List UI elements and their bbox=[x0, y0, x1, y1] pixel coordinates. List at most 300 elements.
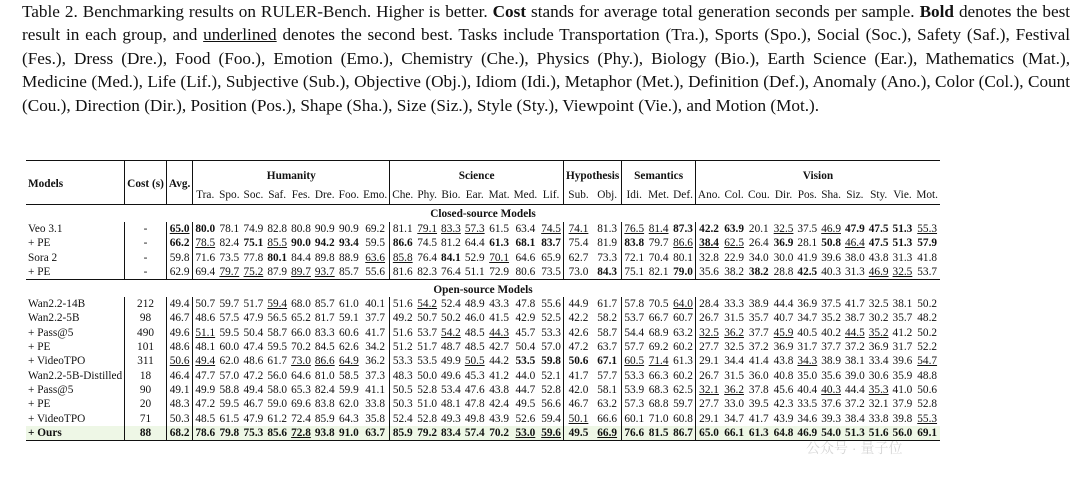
row-value: 44.4 bbox=[844, 383, 865, 396]
row-value: 52.5 bbox=[541, 312, 561, 325]
row-value: 32.8 bbox=[695, 251, 722, 265]
caption-label: Table 2. bbox=[22, 2, 78, 21]
row-value: 85.6 bbox=[267, 426, 288, 439]
row-value: 57.3 bbox=[464, 223, 485, 235]
row-value: 49.5 bbox=[563, 426, 593, 441]
row-value: 75.1 bbox=[622, 265, 646, 280]
row-value: 26.7 bbox=[695, 369, 722, 383]
row-value: 44.2 bbox=[489, 355, 510, 368]
row-model-name: Wan2.2-5B bbox=[28, 312, 80, 325]
row-value: 66.7 bbox=[648, 312, 669, 325]
row-value: 48.6 bbox=[193, 311, 217, 325]
row-value: 69.6 bbox=[291, 398, 311, 411]
row-value: 56.6 bbox=[541, 398, 561, 411]
row-value: 83.4 bbox=[441, 426, 461, 439]
row-value: 50.5 bbox=[390, 383, 416, 397]
row-value: 38.0 bbox=[844, 251, 865, 264]
row-value: 91.0 bbox=[337, 426, 361, 441]
row-model-name: Wan2.2-14B bbox=[28, 298, 86, 311]
watermark: 公众号 · 量子位 bbox=[806, 440, 903, 456]
row-avg: 50.6 bbox=[166, 354, 192, 368]
section-header-row bbox=[26, 280, 940, 298]
row-value: 46.4 bbox=[844, 237, 865, 250]
header-models: Models bbox=[26, 161, 125, 205]
row-value: 30.6 bbox=[868, 369, 889, 382]
row-value: 26.4 bbox=[748, 237, 769, 250]
row-value: 27.7 bbox=[695, 340, 722, 354]
row-value: 54.4 bbox=[622, 326, 646, 340]
row-value: 81.7 bbox=[314, 312, 335, 325]
row-value: 59.9 bbox=[338, 383, 359, 396]
row-value: 58.5 bbox=[338, 369, 359, 382]
row-value: 61.0 bbox=[338, 298, 359, 311]
row-value: 78.1 bbox=[219, 223, 240, 235]
row-value: 57.7 bbox=[597, 369, 618, 382]
row-value: 42.9 bbox=[515, 312, 536, 325]
column-header: Sub. bbox=[563, 187, 593, 205]
row-value: 62.7 bbox=[563, 251, 593, 265]
row-value: 83.3 bbox=[314, 326, 335, 339]
row-value: 48.7 bbox=[441, 341, 461, 354]
row-value: 59.7 bbox=[673, 398, 693, 411]
row-avg: 65.0 bbox=[166, 222, 192, 236]
row-value: 40.8 bbox=[773, 369, 794, 382]
row-value: 51.3 bbox=[844, 426, 865, 439]
row-value: 47.5 bbox=[868, 223, 889, 235]
table-row bbox=[26, 340, 940, 354]
row-value: 41.2 bbox=[489, 369, 510, 382]
row-value: 81.5 bbox=[646, 426, 671, 441]
row-value: 31.7 bbox=[797, 341, 818, 354]
row-value: 33.0 bbox=[724, 398, 744, 411]
row-avg: 66.2 bbox=[166, 236, 192, 250]
row-value: 48.5 bbox=[193, 412, 217, 426]
row-value: 79.1 bbox=[417, 223, 438, 235]
row-value: 50.4 bbox=[515, 341, 536, 354]
row-value: 50.6 bbox=[917, 383, 938, 396]
row-value: 84.1 bbox=[441, 251, 461, 264]
row-value: 51.0 bbox=[417, 398, 438, 411]
header-cost: Cost (s) bbox=[125, 161, 167, 205]
row-value: 51.1 bbox=[193, 326, 217, 340]
row-value: 41.7 bbox=[844, 298, 865, 311]
row-value: 59.8 bbox=[541, 355, 561, 368]
row-value: 35.6 bbox=[821, 369, 841, 382]
row-value: 60.8 bbox=[673, 412, 693, 425]
column-header: Dir. bbox=[772, 187, 796, 205]
row-value: 26.7 bbox=[695, 311, 722, 325]
row-value: 36.9 bbox=[797, 298, 818, 311]
caption-text-4: denotes the second best. Tasks include Transportation (Tra.), Sports (Spo.), Social (Soc.), Safety (Saf.), Festival (Fes.), Dress (Dre.), Food (Foo.), Emotion (Emo.), Chemistry (Che.), Physics (Phy.), Biology (Bio.), Earth Science (Ear.), Mathematics (Mat.), Medicine (Med.), Life (Lif.), Subjective (Sub.), Objective (Obj.), Idiom (Idi.), Metaphor (Met.), Definition (Def.), Anomaly (Ano.), Color (Col.), Count (Cou.), Direction (Dir.), Position (Pos.), Shape (Sha.), Size (Siz.), Style (Sty.), Viewpoint (Vie.), and Motion (Mot.). bbox=[22, 25, 1071, 115]
row-value: 34.6 bbox=[797, 412, 818, 425]
row-value: 47.6 bbox=[464, 383, 485, 396]
row-value: 45.3 bbox=[464, 369, 485, 382]
row-value: 47.7 bbox=[193, 369, 217, 383]
row-value: 47.8 bbox=[515, 298, 536, 311]
row-value: 31.7 bbox=[892, 341, 913, 354]
row-value: 33.8 bbox=[365, 398, 386, 411]
row-model-name: + Pass@5 bbox=[28, 326, 74, 339]
row-value: 74.5 bbox=[417, 237, 438, 250]
row-value: 56.5 bbox=[267, 312, 288, 325]
row-value: 60.1 bbox=[622, 412, 646, 426]
row-value: 48.1 bbox=[441, 398, 461, 411]
row-value: 61.7 bbox=[597, 298, 618, 311]
row-value: 46.7 bbox=[563, 397, 593, 411]
row-value: 49.4 bbox=[193, 354, 217, 368]
column-header: Vie. bbox=[891, 187, 915, 205]
row-value: 55.3 bbox=[917, 223, 938, 235]
row-avg: 46.7 bbox=[166, 311, 192, 325]
row-value: 48.8 bbox=[917, 369, 938, 382]
row-value: 66.1 bbox=[724, 426, 744, 439]
row-value: 80.6 bbox=[515, 265, 536, 278]
row-value: 71.0 bbox=[648, 412, 669, 425]
row-value: 74.1 bbox=[563, 222, 593, 236]
row-value: 49.3 bbox=[441, 412, 461, 425]
row-value: 55.6 bbox=[541, 298, 561, 311]
header-avg: Avg. bbox=[166, 161, 192, 205]
row-value: 70.2 bbox=[487, 426, 512, 441]
row-value: 62.0 bbox=[338, 398, 359, 411]
row-value: 49.6 bbox=[441, 369, 461, 382]
row-value: 59.5 bbox=[219, 398, 240, 411]
table-row bbox=[26, 326, 940, 340]
row-value: 48.6 bbox=[243, 355, 264, 368]
row-value: 75.4 bbox=[563, 236, 593, 250]
row-value: 86.7 bbox=[671, 426, 695, 441]
row-value: 35.3 bbox=[868, 383, 889, 396]
row-value: 51.6 bbox=[390, 297, 416, 311]
row-value: 81.0 bbox=[314, 369, 335, 382]
caption-text-2: stands for average total generation seconds per sample. bbox=[531, 2, 915, 21]
column-header: Che. bbox=[390, 187, 416, 205]
row-value: 40.3 bbox=[821, 265, 841, 278]
row-value: 31.5 bbox=[724, 312, 744, 325]
row-value: 72.1 bbox=[622, 251, 646, 265]
row-value: 44.7 bbox=[515, 383, 536, 396]
row-value: 47.2 bbox=[563, 340, 593, 354]
row-value: 85.8 bbox=[390, 251, 416, 265]
row-value: 64.0 bbox=[673, 298, 693, 311]
row-value: 79.7 bbox=[648, 237, 669, 250]
row-value: 33.4 bbox=[868, 355, 889, 368]
row-value: 79.8 bbox=[217, 426, 241, 441]
row-value: 57.8 bbox=[622, 297, 646, 311]
row-value: 42.3 bbox=[773, 398, 794, 411]
column-header: Med. bbox=[512, 187, 540, 205]
row-cost: 212 bbox=[125, 297, 167, 311]
row-value: 59.5 bbox=[365, 237, 386, 250]
row-value: 29.1 bbox=[695, 412, 722, 426]
row-value: 58.7 bbox=[597, 326, 618, 339]
row-value: 80.1 bbox=[673, 251, 693, 264]
row-value: 64.8 bbox=[773, 426, 794, 439]
row-value: 47.9 bbox=[243, 412, 264, 425]
column-header: Soc. bbox=[242, 187, 266, 205]
row-value: 66.6 bbox=[597, 412, 618, 425]
row-value: 53.3 bbox=[541, 326, 561, 339]
row-value: 70.4 bbox=[648, 251, 669, 264]
row-value: 37.3 bbox=[365, 369, 386, 382]
row-value: 51.3 bbox=[892, 237, 913, 250]
results-table bbox=[26, 160, 940, 441]
row-value: 79.0 bbox=[673, 265, 693, 278]
row-value: 39.5 bbox=[748, 398, 769, 411]
row-avg: 49.6 bbox=[166, 326, 192, 340]
row-value: 37.8 bbox=[748, 383, 769, 396]
row-value: 50.4 bbox=[243, 326, 264, 339]
row-value: 57.9 bbox=[917, 237, 938, 250]
row-value: 57.5 bbox=[219, 312, 240, 325]
section-header-row bbox=[26, 205, 940, 223]
row-value: 59.5 bbox=[267, 341, 288, 354]
row-value: 87.3 bbox=[673, 223, 693, 235]
group-header-humanity: Humanity bbox=[193, 161, 390, 188]
row-value: 66.9 bbox=[593, 426, 622, 441]
row-value: 46.0 bbox=[464, 312, 485, 325]
row-value: 85.7 bbox=[314, 298, 335, 311]
row-value: 42.4 bbox=[489, 398, 510, 411]
row-avg: 50.3 bbox=[166, 412, 192, 426]
row-value: 37.5 bbox=[797, 223, 818, 235]
row-value: 48.5 bbox=[464, 326, 485, 339]
row-value: 71.6 bbox=[193, 251, 217, 265]
row-value: 69.2 bbox=[365, 223, 386, 235]
row-value: 83.3 bbox=[441, 223, 461, 235]
row-value: 52.4 bbox=[390, 412, 416, 426]
row-value: 93.4 bbox=[338, 237, 359, 250]
row-cost: 20 bbox=[125, 397, 167, 411]
row-value: 43.9 bbox=[489, 412, 510, 425]
column-header: Met. bbox=[646, 187, 671, 205]
row-value: 50.2 bbox=[441, 312, 461, 325]
row-value: 89.8 bbox=[314, 251, 335, 264]
row-value: 50.3 bbox=[390, 397, 416, 411]
row-value: 57.4 bbox=[464, 426, 485, 439]
row-value: 31.3 bbox=[844, 265, 865, 278]
row-value: 64.6 bbox=[291, 369, 311, 382]
row-value: 35.7 bbox=[892, 312, 913, 325]
row-value: 33.3 bbox=[724, 298, 744, 311]
caption-bold-word: Bold bbox=[919, 2, 954, 21]
row-value: 58.1 bbox=[597, 383, 618, 396]
row-value: 77.8 bbox=[243, 251, 264, 264]
row-value: 34.3 bbox=[797, 355, 818, 368]
column-header: Idi. bbox=[622, 187, 646, 205]
row-value: 49.9 bbox=[193, 383, 217, 397]
row-value: 35.8 bbox=[365, 412, 386, 425]
row-value: 63.9 bbox=[724, 223, 744, 235]
row-value: 36.9 bbox=[773, 341, 794, 354]
row-value: 43.8 bbox=[773, 355, 794, 368]
section-title: Open-source Models bbox=[26, 280, 940, 298]
row-value: 41.5 bbox=[489, 312, 510, 325]
row-value: 59.6 bbox=[539, 426, 563, 441]
row-value: 29.1 bbox=[695, 354, 722, 368]
row-model-name: Sora 2 bbox=[28, 251, 58, 264]
row-value: 68.0 bbox=[291, 298, 311, 311]
row-value: 46.9 bbox=[868, 265, 889, 278]
row-value: 37.2 bbox=[844, 398, 865, 411]
row-value: 28.4 bbox=[695, 297, 722, 311]
row-value: 52.8 bbox=[417, 412, 438, 425]
row-value: 42.2 bbox=[563, 311, 593, 325]
row-value: 51.7 bbox=[417, 341, 438, 354]
row-value: 81.9 bbox=[597, 237, 618, 250]
row-value: 66.0 bbox=[291, 326, 311, 339]
row-value: 35.9 bbox=[892, 369, 913, 382]
row-value: 63.6 bbox=[365, 251, 386, 264]
row-cost: - bbox=[125, 222, 167, 236]
column-header: Dre. bbox=[313, 187, 337, 205]
row-value: 58.0 bbox=[267, 383, 288, 396]
row-value: 47.4 bbox=[243, 341, 264, 354]
row-value: 62.6 bbox=[338, 341, 359, 354]
row-value: 94.2 bbox=[314, 237, 335, 250]
row-model-name: + Pass@5 bbox=[28, 383, 74, 396]
row-cost: 490 bbox=[125, 326, 167, 340]
row-value: 42.6 bbox=[563, 326, 593, 340]
row-value: 73.3 bbox=[597, 251, 618, 264]
row-cost: - bbox=[125, 251, 167, 265]
row-value: 74.9 bbox=[243, 223, 264, 235]
table-row bbox=[26, 265, 940, 280]
row-value: 58.7 bbox=[267, 326, 288, 339]
row-value: 20.1 bbox=[748, 223, 769, 235]
table-row bbox=[26, 251, 940, 265]
row-value: 54.2 bbox=[417, 298, 438, 311]
row-value: 73.0 bbox=[291, 355, 311, 368]
row-value: 69.1 bbox=[914, 426, 940, 441]
row-cost: 90 bbox=[125, 383, 167, 397]
row-value: 76.4 bbox=[441, 265, 461, 278]
row-value: 47.9 bbox=[844, 223, 865, 235]
row-value: 82.1 bbox=[648, 265, 669, 278]
row-value: 88.9 bbox=[338, 251, 359, 264]
row-value: 53.4 bbox=[441, 383, 461, 396]
row-value: 53.7 bbox=[417, 326, 438, 339]
row-value: 32.5 bbox=[773, 223, 794, 235]
row-cost: 98 bbox=[125, 311, 167, 325]
row-value: 50.2 bbox=[917, 326, 938, 339]
column-header: Ano. bbox=[695, 187, 722, 205]
row-value: 90.0 bbox=[291, 237, 311, 250]
row-value: 38.9 bbox=[821, 355, 841, 368]
row-value: 38.4 bbox=[844, 412, 865, 425]
row-value: 85.5 bbox=[267, 237, 288, 250]
group-header-row bbox=[26, 161, 940, 188]
row-value: 44.0 bbox=[515, 369, 536, 382]
table-row bbox=[26, 426, 940, 441]
row-value: 84.3 bbox=[597, 265, 618, 278]
row-value: 54.2 bbox=[441, 326, 461, 339]
column-header: Sty. bbox=[867, 187, 891, 205]
table-row bbox=[26, 397, 940, 411]
row-value: 65.0 bbox=[695, 426, 722, 441]
row-value: 47.9 bbox=[243, 312, 264, 325]
row-value: 62.5 bbox=[724, 237, 744, 250]
row-value: 86.6 bbox=[673, 237, 693, 250]
row-value: 49.9 bbox=[441, 355, 461, 368]
row-value: 32.5 bbox=[868, 298, 889, 311]
row-value: 61.3 bbox=[673, 355, 693, 368]
row-value: 90.9 bbox=[338, 223, 359, 235]
row-value: 44.3 bbox=[489, 326, 510, 339]
section-title: Closed-source Models bbox=[26, 205, 940, 223]
row-value: 82.4 bbox=[219, 237, 240, 250]
column-header: Obj. bbox=[593, 187, 622, 205]
row-value: 28.1 bbox=[797, 237, 818, 250]
row-value: 41.4 bbox=[748, 355, 769, 368]
column-header: Mat. bbox=[487, 187, 512, 205]
row-value: 51.3 bbox=[892, 223, 913, 235]
row-value: 54.0 bbox=[821, 426, 841, 439]
row-value: 58.2 bbox=[597, 312, 618, 325]
row-value: 48.3 bbox=[390, 369, 416, 383]
row-value: 83.8 bbox=[622, 236, 646, 250]
row-value: 45.7 bbox=[515, 326, 536, 339]
table-row bbox=[26, 383, 940, 397]
column-header: Pos. bbox=[795, 187, 819, 205]
row-cost: - bbox=[125, 236, 167, 250]
row-value: 60.7 bbox=[673, 312, 693, 325]
row-value: 60.6 bbox=[338, 326, 359, 339]
row-value: 35.0 bbox=[797, 369, 818, 382]
row-value: 32.5 bbox=[695, 326, 722, 340]
caption-text-1: Benchmarking results on RULER-Bench. Higher is better. bbox=[82, 2, 488, 21]
row-value: 31.3 bbox=[892, 251, 913, 264]
row-model-name: + PE bbox=[28, 265, 51, 278]
row-value: 61.5 bbox=[489, 223, 510, 235]
row-model-name: Wan2.2-5B-Distilled bbox=[28, 369, 123, 382]
row-value: 48.1 bbox=[193, 340, 217, 354]
row-value: 51.6 bbox=[390, 326, 416, 340]
row-value: 35.2 bbox=[868, 326, 889, 339]
row-value: 44.9 bbox=[563, 297, 593, 311]
row-value: 40.7 bbox=[773, 312, 794, 325]
row-value: 33.5 bbox=[797, 398, 818, 411]
row-value: 37.6 bbox=[821, 398, 841, 411]
row-value: 40.3 bbox=[821, 383, 841, 396]
row-value: 80.1 bbox=[267, 251, 288, 264]
row-value: 47.5 bbox=[868, 237, 889, 250]
row-value: 71.4 bbox=[648, 355, 669, 368]
row-value: 90.9 bbox=[314, 223, 335, 235]
row-value: 52.6 bbox=[515, 412, 536, 425]
caption-cost-word: Cost bbox=[492, 2, 527, 21]
row-value: 36.2 bbox=[724, 326, 744, 339]
row-cost: - bbox=[125, 265, 167, 280]
row-value: 37.9 bbox=[892, 398, 913, 411]
row-value: 34.7 bbox=[724, 412, 744, 425]
row-value: 64.9 bbox=[338, 355, 359, 368]
row-value: 38.1 bbox=[892, 298, 913, 311]
row-avg: 68.2 bbox=[166, 426, 192, 441]
row-value: 52.8 bbox=[917, 398, 938, 411]
row-value: 59.4 bbox=[267, 298, 288, 311]
column-header: Cou. bbox=[746, 187, 772, 205]
row-avg: 49.4 bbox=[166, 297, 192, 311]
row-value: 59.1 bbox=[338, 312, 359, 325]
row-avg: 59.8 bbox=[166, 251, 192, 265]
row-value: 50.8 bbox=[821, 237, 841, 250]
row-value: 73.5 bbox=[219, 251, 240, 264]
row-value: 82.4 bbox=[314, 383, 335, 396]
row-value: 81.3 bbox=[597, 223, 618, 235]
row-value: 40.2 bbox=[821, 326, 841, 339]
row-value: 41.7 bbox=[365, 326, 386, 339]
